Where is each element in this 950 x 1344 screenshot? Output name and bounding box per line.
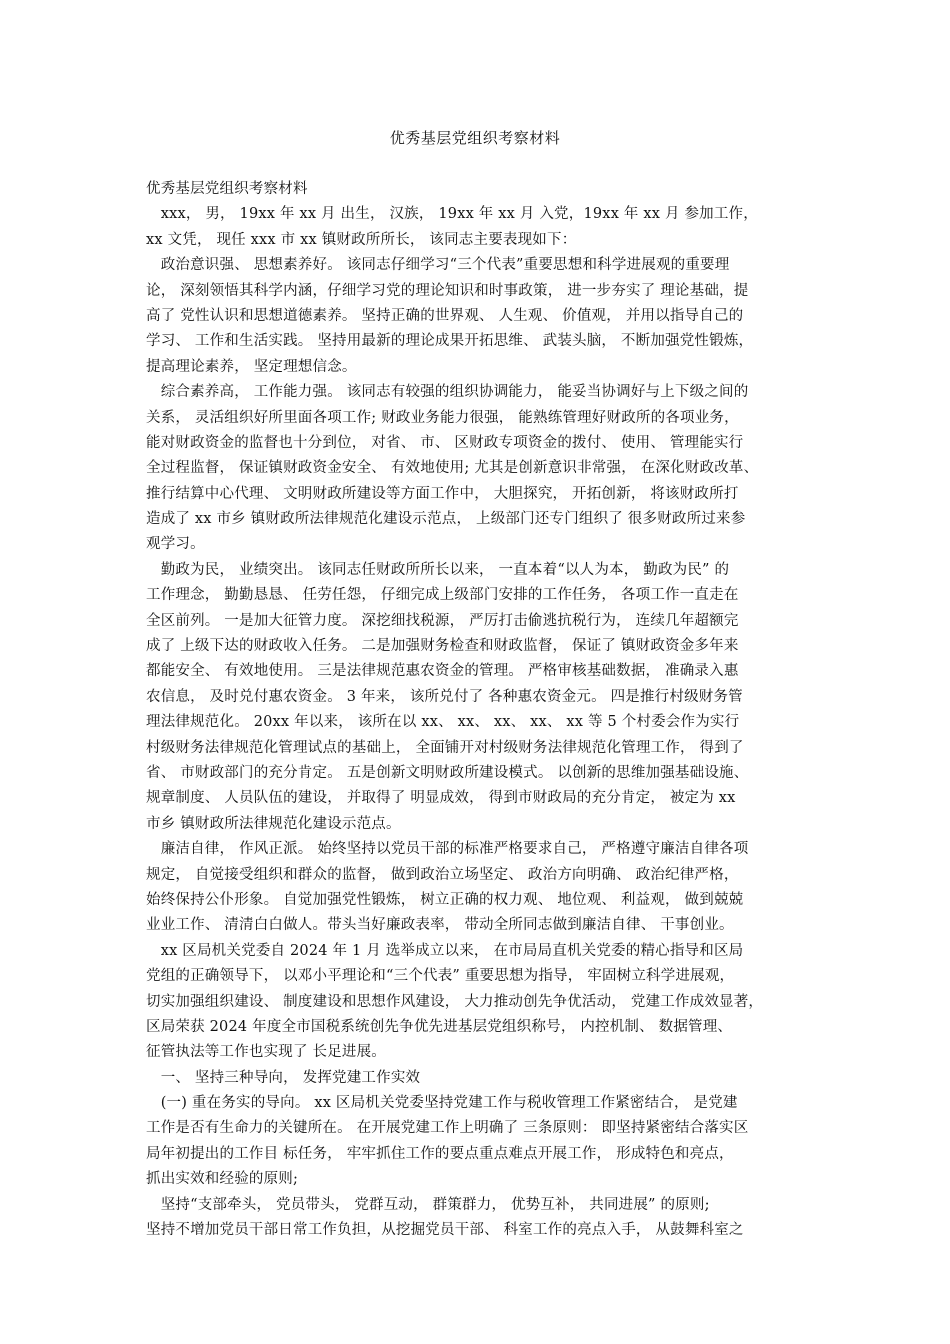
- document-body: [146, 177, 816, 1243]
- body-text-line: 坚持不增加党员干部日常工作负担，从挖掘党员干部、 科室工作的亮点入手， 从鼓舞科室之: [146, 1222, 744, 1239]
- body-text-line: 优秀基层党组织考察材料: [146, 181, 308, 197]
- body-text-line: 勤政为民， 业绩突出。 该同志任财政所所长以来， 一直本着“以人为本， 勤政为民” 的: [146, 561, 730, 578]
- body-text-line: 全区前列。 一是加大征管力度。 深挖细找税源， 严厉打击偷逃抗税行为， 连续几年超额完: [146, 612, 739, 629]
- body-text-line: 村级财务法律规范化管理试点的基础上， 全面铺开对村级财务法律规范化管理工作， 得到了: [146, 739, 744, 756]
- body-text-line: 推行结算中心代理、 文明财政所建设等方面工作中， 大胆探究， 开拓创新， 将该财政所打: [146, 485, 739, 502]
- body-text-line: 切实加强组织建设、 制度建设和思想作风建设， 大力推动创先争优活动， 党建工作成效显著，: [146, 993, 764, 1010]
- body-text-line: 规定， 自觉接受组织和群众的监督， 做到政治立场坚定、 政治方向明确、 政治纪律严格，: [146, 866, 739, 883]
- body-text-line: 全过程监督， 保证镇财政资金安全、 有效地使用; 尤其是创新意识非常强， 在深化财政改革、: [146, 460, 759, 477]
- body-text-line: 工作理念， 勤勤恳恳、 任劳任怨， 仔细完成上级部门安排的工作任务， 各项工作一直走在: [146, 587, 739, 604]
- body-text-line: 高了 党性认识和思想道德素养。 坚持正确的世界观、 人生观、 价值观， 并用以指导自己的: [146, 307, 744, 324]
- body-text-line: 观学习。: [146, 536, 205, 553]
- body-text-line: 能对财政资金的监督也十分到位， 对省、 市、 区财政专项资金的拨付、 使用、 管理能实行: [146, 434, 744, 451]
- body-text-line: 关系， 灵活组织好所里面各项工作; 财政业务能力很强， 能熟练管理好财政所的各项业务，: [146, 409, 739, 426]
- document-title: 优秀基层党组织考察材料: [389, 129, 561, 147]
- body-text-line: 业业工作、 清清白白做人。带头当好廉政表率， 带动全所同志做到廉洁自律、 干事创业。: [146, 917, 734, 934]
- body-text-line: 都能安全、 有效地使用。 三是法律规范惠农资金的管理。 严格审核基础数据， 准确录入惠: [146, 663, 739, 680]
- body-text-line: 局年初提出的工作目 标任务， 牢牢抓住工作的要点重点难点开展工作， 形成特色和亮点，: [146, 1145, 734, 1162]
- body-text-line: 市乡 镇财政所法律规范化建设示范点。: [146, 815, 401, 832]
- body-text-line: (一) 重在务实的导向。 xx 区局机关党委坚持党建工作与税收管理工作紧密结合， 是党建: [146, 1095, 738, 1112]
- body-text-line: 区局荣获 2024 年度全市国税系统创先争优先进基层党组织称号， 内控机制、 数据管理、: [146, 1018, 733, 1035]
- body-text-line: 征管执法等工作也实现了 长足进展。: [146, 1044, 387, 1061]
- body-text-line: 抓出实效和经验的原则;: [146, 1171, 299, 1188]
- body-text-line: xxx， 男， 19xx 年 xx 月 出生， 汉族， 19xx 年 xx 月 入党，19xx 年 xx 月 参加工作，: [146, 206, 758, 223]
- body-text-line: 造成了 xx 市乡 镇财政所法律规范化建设示范点， 上级部门还专门组织了 很多财政所过来参: [146, 511, 746, 528]
- body-text-line: 提高理论素养， 坚定理想信念。: [146, 358, 357, 375]
- body-text-line: 综合素养高， 工作能力强。 该同志有较强的组织协调能力， 能妥当协调好与上下级之间的: [146, 384, 749, 401]
- body-text-line: 省、 市财政部门的充分肯定。 五是创新文明财政所建设模式。 以创新的思维加强基础设施、: [146, 764, 749, 781]
- body-text-line: xx 文凭， 现任 xxx 市 xx 镇财政所所长， 该同志主要表现如下：: [146, 231, 577, 248]
- body-text-line: 工作是否有生命力的关键所在。 在开展党建工作上明确了 三条原则： 即坚持紧密结合落实区: [146, 1120, 749, 1137]
- body-text-line: 廉洁自律， 作风正派。 始终坚持以党员干部的标准严格要求自己， 严格遵守廉洁自律各项: [146, 841, 749, 858]
- body-text-line: 坚持“支部牵头， 党员带头， 党群互动， 群策群力， 优势互补， 共同进展” 的原则;: [146, 1196, 710, 1213]
- body-text-line: 成了 上级下达的财政收入任务。 二是加强财务检查和财政监督， 保证了 镇财政资金多年来: [146, 638, 739, 655]
- body-text-line: 党组的正确领导下， 以邓小平理论和“三个代表” 重要思想为指导， 牢固树立科学进展观，: [146, 968, 735, 985]
- body-text-line: 论， 深刻领悟其科学内涵，仔细学习党的理论知识和时事政策， 进一步夯实了 理论基础，提: [146, 282, 749, 299]
- body-text-line: xx 区局机关党委自 2024 年 1 月 选举成立以来， 在市局局直机关党委的精心指导和区局: [146, 942, 744, 959]
- body-text-line: 一、 坚持三种导向， 发挥党建工作实效: [146, 1069, 421, 1086]
- body-text-line: 学习、 工作和生活实践。 坚持用最新的理论成果开拓思维、 武装头脑， 不断加强党性锻炼，: [146, 333, 754, 350]
- body-text-line: 始终保持公仆形象。 自觉加强党性锻炼， 树立正确的权力观、 地位观、 利益观， 做到兢兢: [146, 891, 744, 908]
- body-text-line: 农信息， 及时兑付惠农资金。 3 年来， 该所兑付了 各种惠农资金元。 四是推行村级财务管: [146, 688, 743, 705]
- body-text-line: 政治意识强、 思想素养好。 该同志仔细学习“三个代表”重要思想和科学进展观的重要理: [146, 257, 730, 274]
- body-text-line: 规章制度、 人员队伍的建设， 并取得了 明显成效， 得到市财政局的充分肯定， 被定为 xx: [146, 790, 736, 807]
- body-text-line: 理法律规范化。 20xx 年以来， 该所在以 xx、 xx、 xx、 xx、 xx 等 5 个村委会作为实行: [146, 714, 740, 731]
